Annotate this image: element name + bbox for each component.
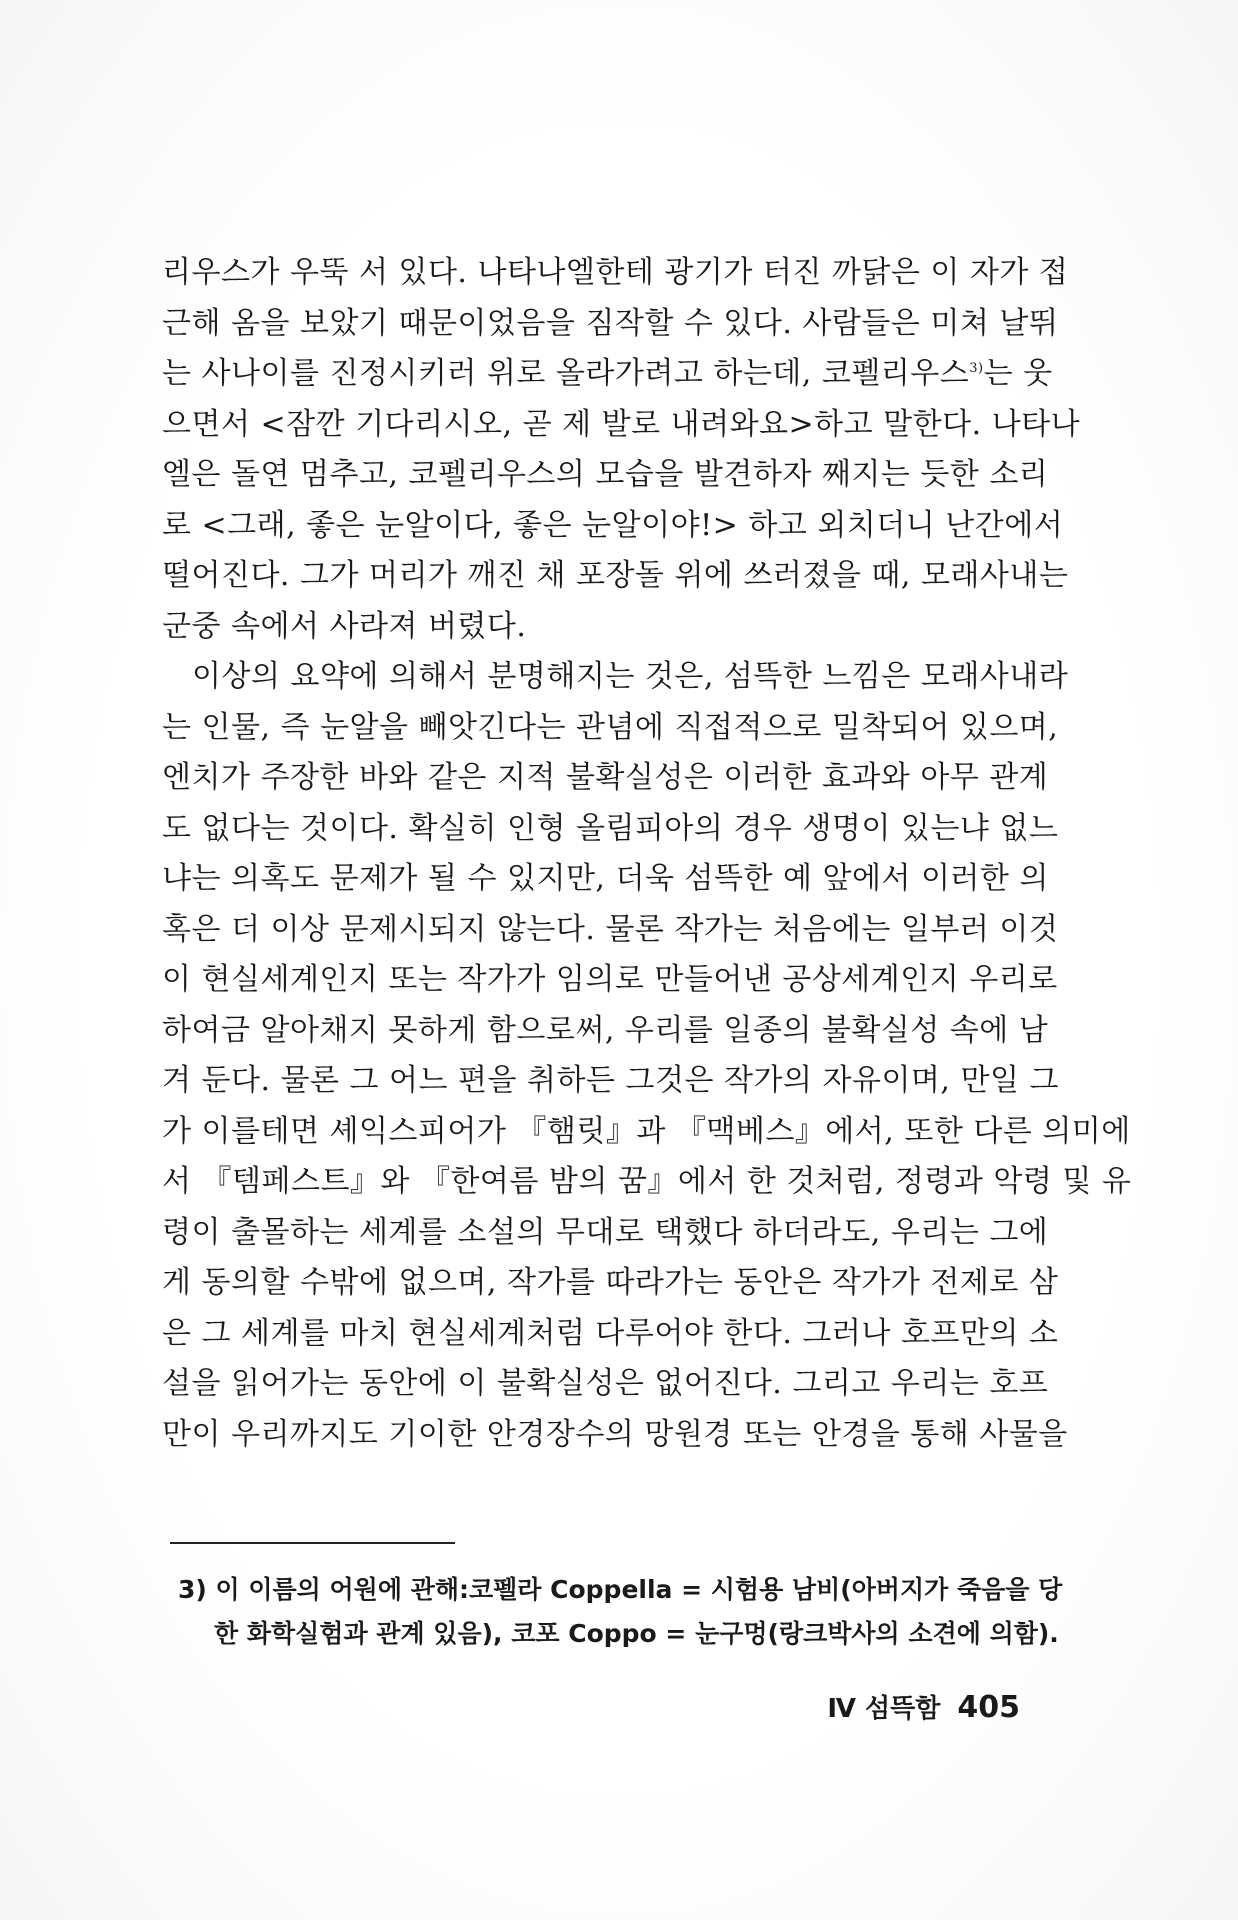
footnote-divider [170, 1542, 455, 1544]
text-line: 하여금 알아채지 못하게 함으로써, 우리를 일종의 불확실성 속에 남 [162, 1012, 1049, 1048]
text-line: 이 현실세계인지 또는 작가가 임의로 만들어낸 공상세계인지 우리로 [162, 962, 1058, 997]
footnote-line: 한 화학실험과 관계 있음), 코포 Coppo = 눈구멍(랑크박사의 소견에 의함). [214, 1619, 1059, 1648]
text-segment: 는 웃 [983, 356, 1053, 391]
text-line: 리우스가 우뚝 서 있다. 나타나엘한테 광기가 터진 까닭은 이 자가 접 [162, 255, 1069, 290]
text-line: 근해 옴을 보았기 때문이었음을 짐작할 수 있다. 사람들은 미쳐 날뛰 [162, 305, 1059, 341]
footnote-line: 3) 이 이름의 어원에 관해:코펠라 Coppella = 시험용 남비(아버지가 죽음을 당 [178, 1575, 1063, 1604]
text-line [162, 349, 1053, 400]
page-number: 405 [957, 1690, 1020, 1725]
running-footer [827, 1688, 1020, 1725]
text-line: 혹은 더 이상 문제시되지 않는다. 물론 작가는 처음에는 일부러 이것 [162, 911, 1059, 947]
text-segment: 는 사나이를 진정시키러 위로 올라가려고 하는데, 코펠리우스 [162, 356, 970, 391]
text-line: 령이 출몰하는 세계를 소설의 무대로 택했다 하더라도, 우리는 그에 [162, 1214, 1049, 1250]
text-line: 으면서 <잠깐 기다리시오, 곧 제 발로 내려와요>하고 말한다. 나타나 [162, 406, 1081, 442]
text-line: 겨 둔다. 물론 그 어느 편을 취하든 그것은 작가의 자유이며, 만일 그 [162, 1063, 1059, 1098]
text-line: 는 인물, 즉 눈알을 빼앗긴다는 관념에 직접적으로 밀착되어 있으며, [162, 709, 1059, 745]
text-line: 엘은 돌연 멈추고, 코펠리우스의 모습을 발견하자 째지는 듯한 소리 [162, 457, 1049, 492]
text-line: 이상의 요약에 의해서 분명해지는 것은, 섬뜩한 느낌은 모래사내라 [192, 659, 1069, 694]
text-line: 군중 속에서 사라져 버렸다. [162, 608, 527, 644]
footnote [178, 1568, 1063, 1656]
footnote-reference: 3) [969, 361, 984, 376]
text-line: 은 그 세계를 마치 현실세계처럼 다루어야 한다. 그러나 호프만의 소 [162, 1315, 1059, 1351]
text-line: 설을 읽어가는 동안에 이 불확실성은 없어진다. 그리고 우리는 호프 [162, 1366, 1049, 1401]
text-line: 가 이를테면 셰익스피어가 『햄릿』과 『맥베스』에서, 또한 다른 의미에 [162, 1113, 1131, 1149]
body-text [162, 248, 1132, 1460]
text-line: 서 『템페스트』와 『한여름 밤의 꿈』에서 한 것처럼, 정령과 악령 및 유 [162, 1164, 1132, 1199]
text-line: 엔치가 주장한 바와 같은 지적 불확실성은 이러한 효과와 아무 관계 [162, 760, 1049, 795]
text-line: 만이 우리까지도 기이한 안경장수의 망원경 또는 안경을 통해 사물을 [162, 1416, 1068, 1452]
text-line: 로 <그래, 좋은 눈알이다, 좋은 눈알이야!> 하고 외치더니 난간에서 [162, 507, 1064, 543]
text-line: 도 없다는 것이다. 확실히 인형 올림피아의 경우 생명이 있는냐 없느 [162, 810, 1059, 846]
text-line: 떨어진다. 그가 머리가 깨진 채 포장돌 위에 쓰러졌을 때, 모래사내는 [162, 558, 1069, 593]
section-title: Ⅳ 섬뜩함 [827, 1694, 941, 1724]
text-line: 게 동의할 수밖에 없으며, 작가를 따라가는 동안은 작가가 전제로 삼 [162, 1265, 1059, 1300]
text-line: 냐는 의혹도 문제가 될 수 있지만, 더욱 섬뜩한 예 앞에서 이러한 의 [162, 861, 1049, 896]
